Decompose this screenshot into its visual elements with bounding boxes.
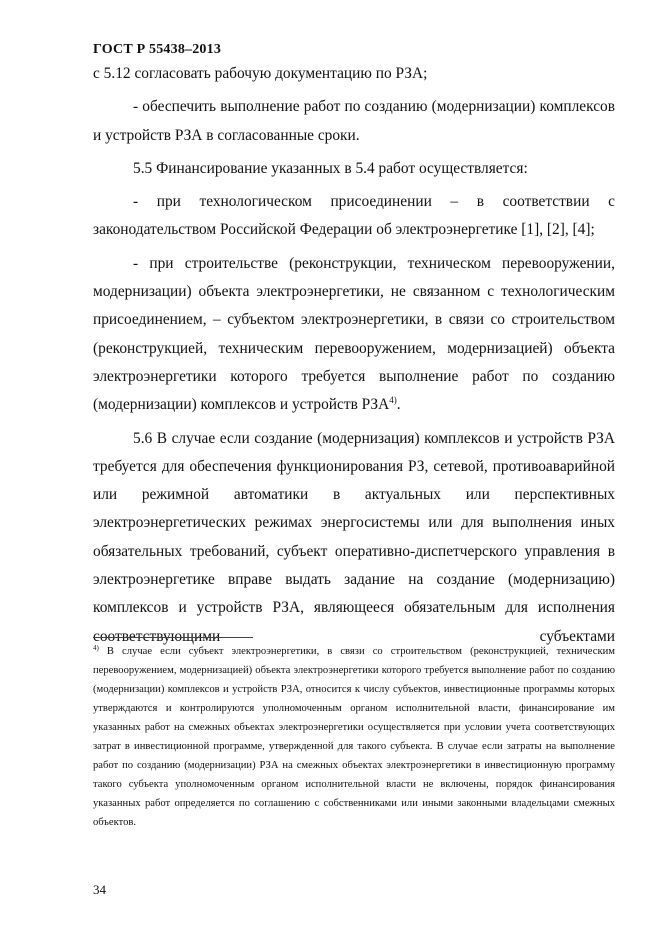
footnote-separator — [93, 637, 253, 638]
document-body — [93, 60, 615, 651]
footnote-text: В случае если субъект электроэнергетики, в связи со строительством (реконструкцией, техническим перевооружением, модернизацией) объекта электроэнергетики которого требуется выполнение работ по созданию (модернизации) комплексов и устройств РЗА, относится к числу субъектов, инвестиционные программы которых утверждаются и контролируются уполномоченным органом исполнительной власти, финансирование им указанных работ на смежных объектах электроэнергетики осуществляется при условии учета соответствующих затрат в инвестиционной программе, утвержденной для такого субъекта. В случае если затраты на выполнение работ по созданию (модернизации) РЗА на смежных объектах электроэнергетики в инвестиционную программу такого субъекта уполномоченным органом исполнительной власти не включены, порядок финансирования указанных работ определяется по соглашению с собственниками или иными законными владельцами смежных объектов. — [93, 646, 615, 828]
paragraph-list-item-deadlines: - обеспечить выполнение работ по созданию (модернизации) комплексов и устройств РЗА в согласованные сроки. — [93, 98, 615, 144]
paragraph-continuation: с 5.12 согласовать рабочую документацию по РЗА; — [93, 65, 428, 82]
footnote-reference: 4) — [389, 395, 397, 406]
document-code-header: ГОСТ Р 55438–2013 — [93, 42, 222, 57]
paragraph-list-item-construction — [93, 250, 615, 420]
page-number: 34 — [93, 882, 106, 897]
paragraph-list-item-tech-connection: - при технологическом присоединении – в соответствии с законодательством Российской Федерации об электроэнергетике [1], [2], [4]; — [93, 193, 615, 239]
footnote-marker: 4) — [93, 644, 99, 652]
paragraph-end: . — [396, 396, 401, 414]
paragraph-5-6: 5.6 В случае если создание (модернизация) комплексов и устройств РЗА требуется для обеспечения функционирования РЗ, сетевой, противоаварийной или режимной автоматики в актуальных или перспективных электроэнергетических режимах энергосистемы или для выполнения иных обязательных требований, субъект оперативно-диспетчерского управления в электроэнергетике вправе выдать задание на создание (модернизацию) комплексов и устройств РЗА, являющееся обязательным для исполнения соответствующими субъектами — [93, 429, 615, 645]
paragraph-5-5: 5.5 Финансирование указанных в 5.4 работ осуществляется: — [133, 159, 528, 177]
paragraph-text: - при строительстве (реконструкции, техническом перевооружении, модернизации) объекта электроэнергетики, не связанном с технологическим присоединением, – субъектом электроэнергетики, в связи со строительством (реконструкцией, техническим перевооружением, модернизацией) объекта электроэнергетики которого требуется выполнение работ по созданию (модернизации) комплексов и устройств РЗА — [93, 254, 615, 414]
footnote — [93, 643, 615, 833]
